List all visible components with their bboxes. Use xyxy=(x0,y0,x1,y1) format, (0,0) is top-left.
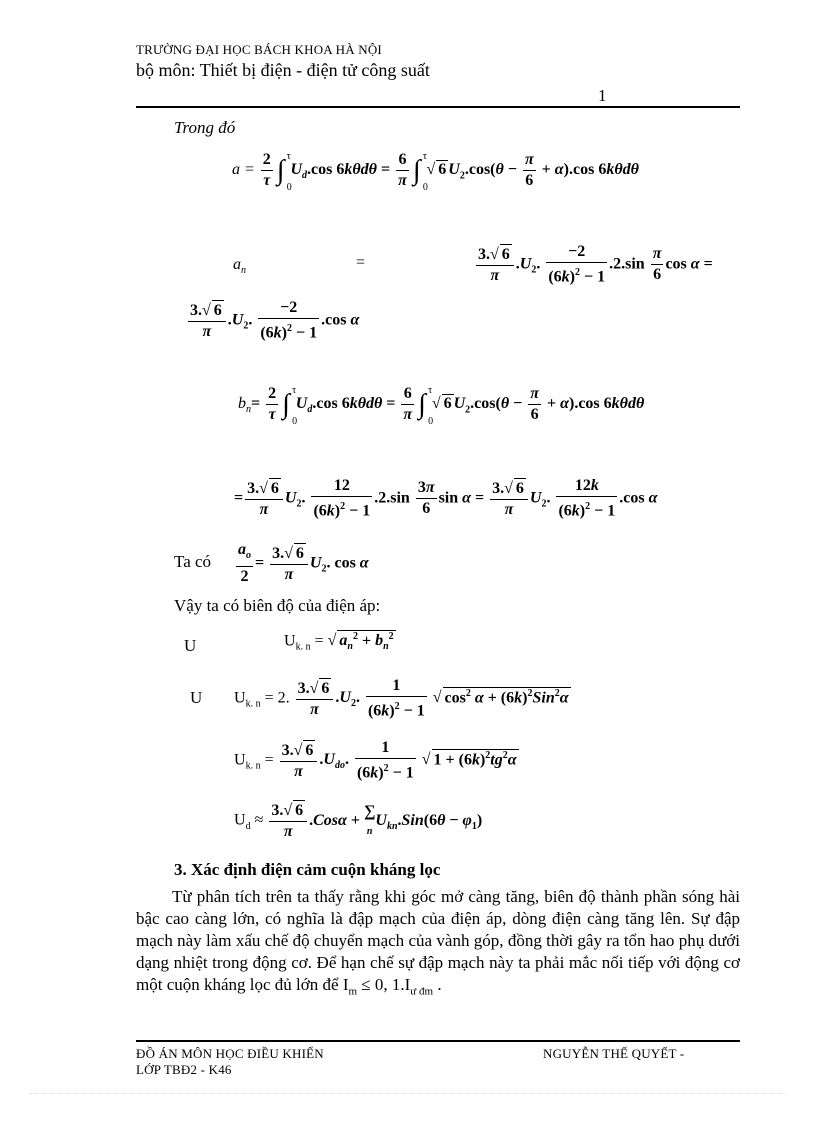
school-name: TRƯỜNG ĐẠI HỌC BÁCH KHOA HÀ NỘI xyxy=(136,42,382,57)
section-title: 3. Xác định điện cảm cuộn kháng lọc xyxy=(174,860,441,879)
equation-a: a = $\frac{2}{\tau}$ ∫ τ 0 $U_d.\cos$ 6kθdθ = $\frac{6}{\pi}$ ∫ τ 0 √ 6 $U_2.\cos(\theta$ − $\frac{\pi}{6}$ + α).cos 6kθdθ xyxy=(232,150,639,193)
intro-text: Trong đó xyxy=(174,118,236,137)
equation-ukn-2: $U_{k. n} = 2$. $\frac{3.√ 6}{\pi}$ $.U_2$. $\frac{1}{(6k)^2 - 1}$ √ $\cos^2 \alpha + (6k)^2Sin^2\alpha$ xyxy=(234,677,569,720)
footer-left-2: LỚP TBĐ2 - K46 xyxy=(136,1062,232,1077)
ta-co-text: Ta có xyxy=(174,552,212,571)
footer-left-1: ĐỒ ÁN MÔN HỌC ĐIỀU KHIỂN xyxy=(136,1046,324,1061)
footer-rule xyxy=(136,1040,740,1042)
eq-an-equals: = xyxy=(356,254,366,271)
page-number: 1 xyxy=(598,86,607,105)
equation-ud: $U_d$ ≈ $\frac{3.√ 6}{\pi}$ .Cosα + ∑ $nU_{kn}.Sin(6\theta - \varphi_1)$ xyxy=(234,802,483,840)
header-rule xyxy=(136,106,740,108)
equation-an-cont: $\frac{3.√ 6}{\pi}$ $.U_2$. $\frac{-2}{(6k)^2 - 1}$ .cos α xyxy=(190,299,360,342)
u-mark-1: U xyxy=(184,636,197,655)
eq-bn-label: $b_n$ xyxy=(238,395,251,416)
equation-a0: $\frac{a_o}{2}$ = $\frac{3.√ 6}{\pi}$ $U_2$. cos α xyxy=(238,541,369,586)
footer-right: NGUYỄN THẾ QUYẾT - xyxy=(543,1046,685,1061)
equation-ukn-1: $U_{k. n}$ = √ $a_n^2 + b_n^2$ xyxy=(284,631,394,653)
equation-an-rhs: $\frac{3.√ 6}{\pi}$ $.U_2$. $\frac{-2}{(6k)^2 - 1}$ .2.sin $\frac{\pi}{6}$ cos α = xyxy=(478,243,713,286)
eq-a-lhs: a = xyxy=(232,161,255,179)
eq-an-label: $a_n$ xyxy=(233,256,246,277)
department-name: bộ môn: Thiết bị điện - điện tử công suất xyxy=(136,60,430,80)
equation-bn-result: = $\frac{3.√ 6}{\pi}$ $U_2$. $\frac{12}{(6k)^2 - 1}$ .2.sin $\frac{3\pi}{6}$ sin α = $\frac{3.√ 6}{\pi}$ $U_2$. $\frac{12k}{(6k)^2 - 1}$ .cos α xyxy=(234,477,658,520)
body-paragraph: Từ phân tích trên ta thấy rằng khi góc mở càng tăng, biên độ thành phần sóng hài bậc cao càng lớn, có nghĩa là đập mạch của điện áp, dòng điện càng tăng lên. Sự đập mạch này làm xấu chế độ chuyển mạch của vành góp, đồng thời gây ra tổn hao phụ dưới dạng nhiệt trong động cơ. Để hạn chế sự đập mạch này ta phải mắc nối tiếp với động cơ một cuộn kháng lọc đủ lớn để $I_m \le 0$, $1.I_{ư đm}$ . xyxy=(136,887,740,998)
bottom-dotted-line xyxy=(30,1093,786,1094)
u-mark-2: U xyxy=(190,688,203,707)
equation-bn: $b_n=$ $\frac{2}{\tau}$ ∫ τ 0 $U_d.\cos$ 6kθdθ = $\frac{6}{\pi}$ ∫ τ 0 √ 6 $U_2.\cos(\theta$ − $\frac{\pi}{6}$ + α).cos 6kθdθ xyxy=(238,384,645,427)
equation-ukn-3: $U_{k. n}$ = $\frac{3.√ 6}{\pi}$ $.U_{do}$. $\frac{1}{(6k)^2 - 1}$ √ $1 + (6k)^2tg^2\alpha$ xyxy=(234,739,517,782)
vay-ta-co-text: Vậy ta có biên độ của điện áp: xyxy=(174,596,381,615)
